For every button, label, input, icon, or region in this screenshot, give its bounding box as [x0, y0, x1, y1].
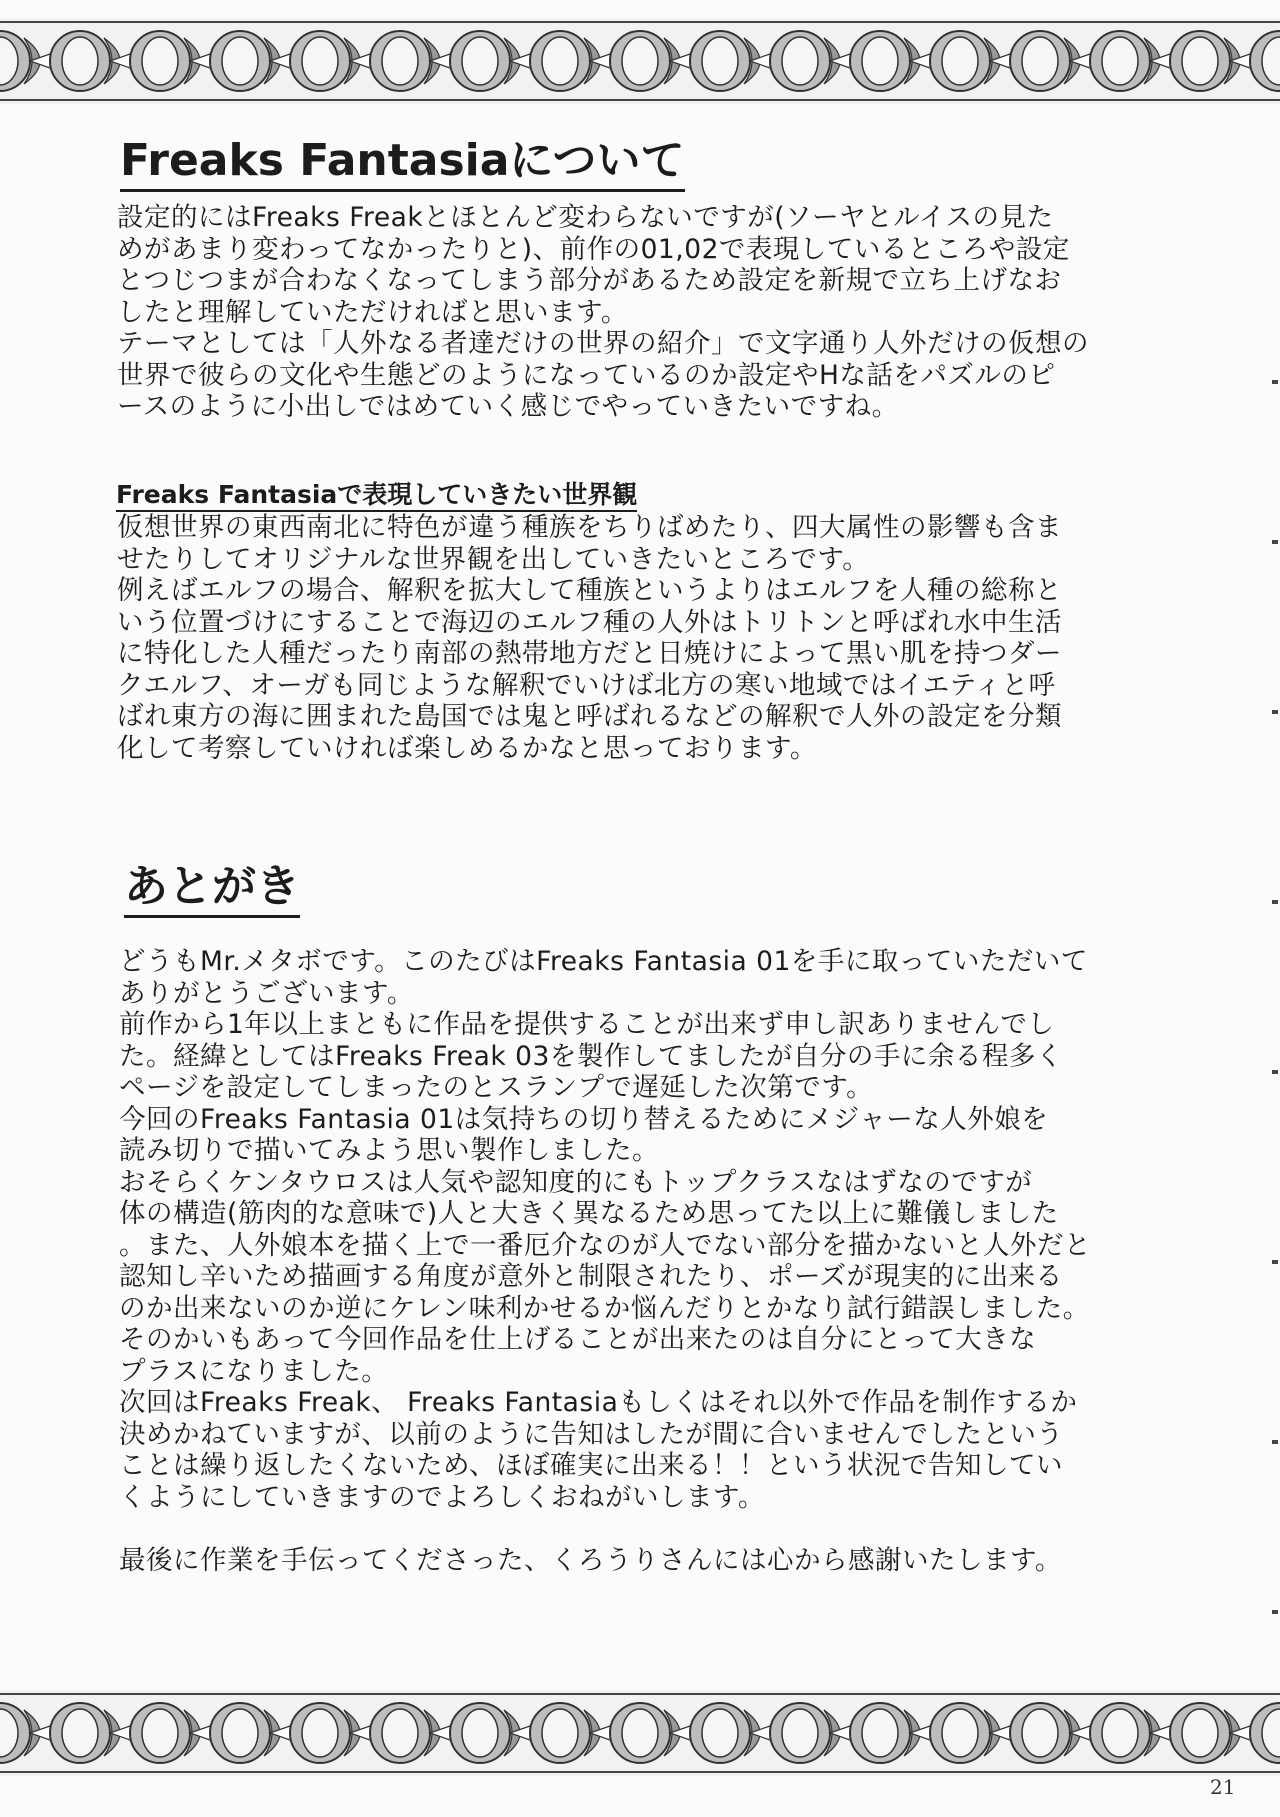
text-line: のか出来ないのか逆にケレン味利かせるか悩んだりとかなり試行錯誤しました。: [119, 1292, 1090, 1324]
text-line: ことは繰り返したくないため、ほぼ確実に出来る！！という状況で告知してい: [119, 1450, 1063, 1481]
text-line: ありがとうございます。: [119, 977, 414, 1009]
text-line: ページを設定してしまったのとスランプで遅延した次第です。: [119, 1072, 874, 1103]
page-number: 21: [1210, 1775, 1236, 1799]
text-line: ばれ東方の海に囲まれた島国では鬼と呼ばれるなどの解釈で人外の設定を分類: [117, 701, 1062, 732]
binding-marks: [1272, 380, 1280, 1680]
intro-paragraph: [117, 202, 1089, 423]
text-line: クエルフ、オーガも同じような解釈でいけば北方の寒い地域ではイエティと呼: [117, 669, 1056, 701]
section-title: Freaks Fantasiaについて: [120, 136, 685, 192]
text-line: 仮想世界の東西南北に特色が違う種族をちりばめたり、四大属性の影響も含ま: [117, 512, 1062, 543]
text-line: 前作から1年以上まともに作品を提供することが出来ず申し訳ありませんでし: [119, 1009, 1055, 1040]
text-line: いう位置づけにすることで海辺のエルフ種の人外はトリトンと呼ばれ水中生活: [117, 606, 1062, 638]
text-line: ースのように小出しではめていく感じでやっていきたいですね。: [117, 391, 899, 422]
text-line: 化して考察していければ楽しめるかなと思っております。: [117, 732, 817, 764]
text-line: た。経緯としてはFreaks Freak 03を製作してましたが自分の手に余る程多く: [119, 1040, 1063, 1072]
text-line: 。また、人外娘本を描く上で一番厄介なのが人でない部分を描かないと人外だと: [119, 1229, 1091, 1261]
text-line: 認知し辛いため描画する角度が意外と制限されたり、ポーズが現実的に出来る: [119, 1261, 1063, 1292]
text-line: 体の構造(筋肉的な意味で)人と大きく異なるため思ってた以上に難儀しました: [119, 1198, 1059, 1229]
text-line: したと理解していただければと思います。: [117, 296, 628, 328]
text-line: 読み切りで描いてみよう思い製作しました。: [119, 1135, 659, 1166]
text-line: くようにしていきますのでよろしくおねがいします。: [119, 1481, 765, 1513]
afterword-title: あとがき: [124, 862, 300, 918]
text-line: [119, 1513, 1091, 1545]
world-paragraph: [117, 512, 1062, 764]
text-line: 例えばエルフの場合、解釈を拡大して種族というよりはエルフを人種の総称と: [117, 575, 1062, 606]
text-line: とつじつまが合わなくなってしまう部分があるため設定を新規で立ち上げなお: [117, 265, 1062, 296]
text-line: テーマとしては「人外なる者達だけの世界の紹介」で文字通り人外だけの仮想の: [117, 328, 1089, 359]
text-line: 今回のFreaks Fantasia 01は気持ちの切り替えるためにメジャーな人外娘を: [119, 1103, 1049, 1135]
ornamental-border-top: [0, 18, 1280, 104]
text-line: 世界で彼らの文化や生態どのようになっているのか設定やHな話をパズルのピ: [117, 359, 1056, 391]
text-line: 最後に作業を手伝ってくださった、くろうりさんには心から感謝いたします。: [119, 1544, 1062, 1576]
text-line: おそらくケンタウロスは人気や認知度的にもトップクラスなはずなのですが: [119, 1166, 1033, 1198]
text-line: せたりしてオリジナルな世界観を出していきたいところです。: [117, 543, 870, 575]
ornamental-border-bottom: [0, 1690, 1280, 1776]
text-line: めがあまり変わってなかったりと)、前作の01,02で表現しているところや設定: [117, 233, 1070, 265]
text-line: 次回はFreaks Freak、 Freaks Fantasiaもしくはそれ以外で作品を制作するか: [119, 1387, 1078, 1418]
text-line: そのかいもあって今回作品を仕上げることが出来たのは自分にとって大きな: [119, 1324, 1037, 1355]
text-line: 決めかねていますが、以前のように告知はしたが間に合いませんでしたという: [119, 1418, 1064, 1450]
text-line: どうもMr.メタボです。このたびはFreaks Fantasia 01を手に取っていただいて: [119, 946, 1088, 977]
text-line: 設定的にはFreaks Freakとほとんど変わらないですが(ソーヤとルイスの見た: [117, 202, 1054, 233]
afterword-paragraph: [119, 946, 1091, 1576]
text-line: プラスになりました。: [119, 1355, 389, 1387]
text-line: に特化した人種だったり南部の熱帯地方だと日焼けによって黒い肌を持つダー: [117, 638, 1062, 669]
subsection-title: Freaks Fantasiaで表現していきたい世界観: [116, 480, 637, 512]
